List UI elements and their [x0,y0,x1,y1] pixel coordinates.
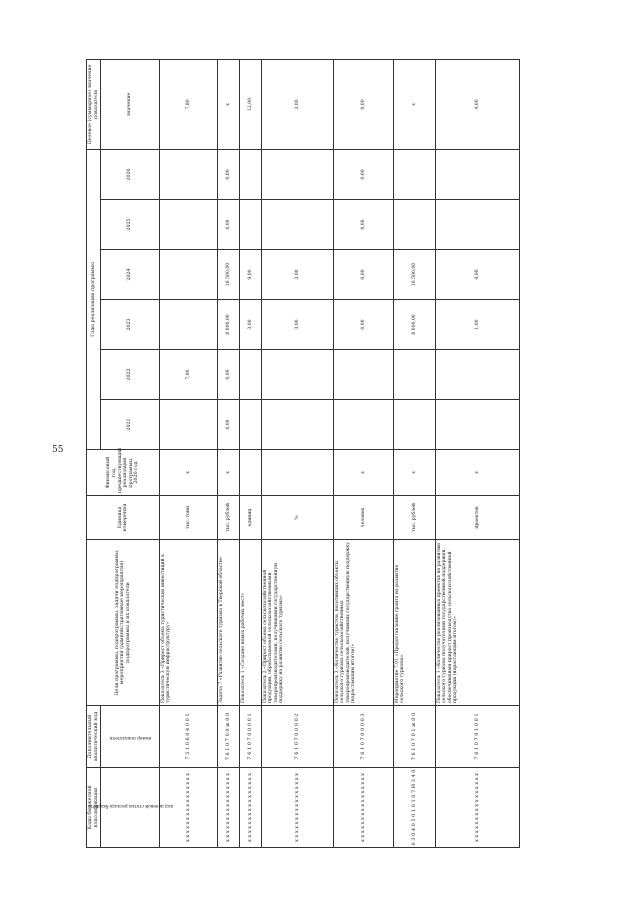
fin-year-cell: x [394,450,436,496]
year-2021-cell [262,400,334,450]
year-2026-cell [394,149,436,199]
header-unit: Единица измерения [87,496,160,540]
table-row [262,59,334,847]
year-2021-cell [240,400,262,450]
target-cell: x [394,59,436,149]
unit-cell: человек [334,496,394,540]
year-2026-cell [436,149,520,199]
rotated-table-container [86,60,552,848]
year-2025-cell: 0,00 [334,200,394,250]
fin-year-cell: x [160,450,218,496]
analytic-code-cell: 7 5 1 0 6 0 4 0 0 1 [160,706,218,768]
year-2025-cell [394,200,436,250]
budget-code-cell: x x x x x x x x x x x x x x x x [436,768,520,848]
header-year-2023: 2023 [101,300,160,350]
year-2022-cell [262,350,334,400]
unit-cell: тыс. рублей [394,496,436,540]
header-year-2026: 2026 [101,149,160,199]
fin-year-cell [262,450,334,496]
year-2022-cell [436,350,520,400]
fin-year-cell: x [436,450,520,496]
header-year-2022: 2022 [101,350,160,400]
year-2026-cell [262,149,334,199]
year-2022-cell: 0,00 [218,350,240,400]
year-2026-cell [160,149,218,199]
year-2023-cell: 8 000,00 [394,300,436,350]
name-cell: Показатель 1 «Количество реализованных проектов по развитию сельского туризма получателями государственной поддержки, обеспечившими прирост производства сельскохозяйственной продукции (нарастающим итогом)» [436,540,520,706]
header-code-subgroups: код целевой статьи расхода бюджета [101,768,160,848]
year-2025-cell [262,200,334,250]
page-number: 55 [52,445,64,455]
year-2025-cell [240,200,262,250]
year-2024-cell: 9,00 [240,250,262,300]
name-cell: Показатель 1 «Создано новых рабочих мест» [240,540,262,706]
year-2023-cell: 1,00 [436,300,520,350]
header-name: Цели программы, подпрограммы, задачи подпрограммы, мероприятия (административные мероприятия) подпрограммы и их показатели [87,540,160,706]
year-2024-cell: 16 500,00 [218,250,240,300]
year-2022-cell: 7,80 [160,350,218,400]
year-2024-cell: 16 500,00 [394,250,436,300]
header-fin-year: Финансовый год, предшествующий реализации программы, 2020 год [87,450,160,496]
year-2023-cell: 3,00 [240,300,262,350]
header-analytic-code: Дополнительный аналитический код [87,706,101,768]
year-2022-cell [240,350,262,400]
name-cell: Показатель 3 «Количество туристов, посетивших объекты сельского туризма сельскохозяйственных товаропроизводителей, получивших государственную поддержку (нарастающим итогом)» [334,540,394,706]
budget-code-cell: x x x x x x x x x x x x x x x x [160,768,218,848]
year-2021-cell [334,400,394,450]
year-2021-cell [394,400,436,450]
year-2023-cell: 0,00 [334,300,394,350]
table-row [436,59,520,847]
year-2021-cell [436,400,520,450]
year-2021-cell [160,400,218,450]
target-cell: x [218,59,240,149]
budget-code-cell: 0 3 0 4 0 5 0 1 6 1 0 7 И 3 4 0 [394,768,436,848]
year-2022-cell [334,350,394,400]
header-budget-codes: Коды бюджетной классификации [87,768,101,848]
unit-cell: % [262,496,334,540]
analytic-code-cell: 7 6 1 0 7 0 1 0 0 1 [436,706,520,768]
header-analytic-subgroups: номер показателя [101,706,160,768]
year-2026-cell [240,149,262,199]
year-2022-cell [394,350,436,400]
year-2026-cell: 0,00 [334,149,394,199]
analytic-code-cell: 7 6 1 0 7 0 0 ж 0 0 [218,706,240,768]
program-table [86,59,520,848]
budget-code-cell: x x x x x x x x x x x x x x x x [262,768,334,848]
year-2021-cell: 0,00 [218,400,240,450]
table-body [160,59,520,847]
budget-code-cell: x x x x x x x x x x x x x x x x [240,768,262,848]
budget-code-cell: x x x x x x x x x x x x x x x x [334,768,394,848]
header-target: Целевое (суммарное) значение показателя [87,59,101,149]
year-2023-cell: 3,00 [262,300,334,350]
target-cell: 12,00 [240,59,262,149]
analytic-code-cell: 7 6 1 0 7 0 0 0 0 2 [262,706,334,768]
header-target-sub: значение [101,59,160,149]
year-2023-cell [160,300,218,350]
year-2025-cell [436,200,520,250]
target-cell: 4,00 [436,59,520,149]
name-cell: Мероприятие 7.01 «Предоставление гранта на развитие сельского туризма» [394,540,436,706]
fin-year-cell [240,450,262,496]
header-year-2021: 2021 [101,400,160,450]
year-2025-cell [160,200,218,250]
unit-cell: единиц [240,496,262,540]
name-cell: Задача 7 «Развитие сельского туризма в Тверской области» [218,540,240,706]
unit-cell: тыс. тонн [160,496,218,540]
budget-code-cell: x x x x x x x x x x x x x x x x [218,768,240,848]
year-2024-cell [160,250,218,300]
unit-cell: тыс. рублей [218,496,240,540]
year-2024-cell: 4,00 [436,250,520,300]
year-2023-cell: 8 000,00 [218,300,240,350]
name-cell: Показатель 2 «Прирост объема сельскохозяйственной продукции, обрабатываемой сельскохозяйственными товаропроизводителями, получившими государственную поддержку на развитие сельского туризма» [262,540,334,706]
table-row [394,59,436,847]
year-2024-cell: 3,00 [262,250,334,300]
analytic-code-cell: 7 6 1 0 7 0 0 0 0 3 [334,706,394,768]
year-2026-cell: 0,00 [218,149,240,199]
year-2025-cell: 0,00 [218,200,240,250]
header-year-2025: 2025 [101,200,160,250]
table-row [218,59,240,847]
fin-year-cell: x [334,450,394,496]
header-years-group: Годы реализации программы [87,149,101,449]
header-year-2024: 2024 [101,250,160,300]
table-row [334,59,394,847]
analytic-code-cell: 7 6 1 0 7 0 1 ж 0 0 [394,706,436,768]
year-2024-cell: 0,00 [334,250,394,300]
analytic-code-cell: 7 6 1 0 7 0 0 0 0 1 [240,706,262,768]
target-cell: 7,80 [160,59,218,149]
table-row [240,59,262,847]
fin-year-cell: x [218,450,240,496]
unit-cell: проектов [436,496,520,540]
target-cell: 3,00 [262,59,334,149]
name-cell: Показатель 3 «Прирост объема туристических инвестиций в туристическую инфраструктуру» [160,540,218,706]
table-row [160,59,218,847]
target-cell: 0,00 [334,59,394,149]
